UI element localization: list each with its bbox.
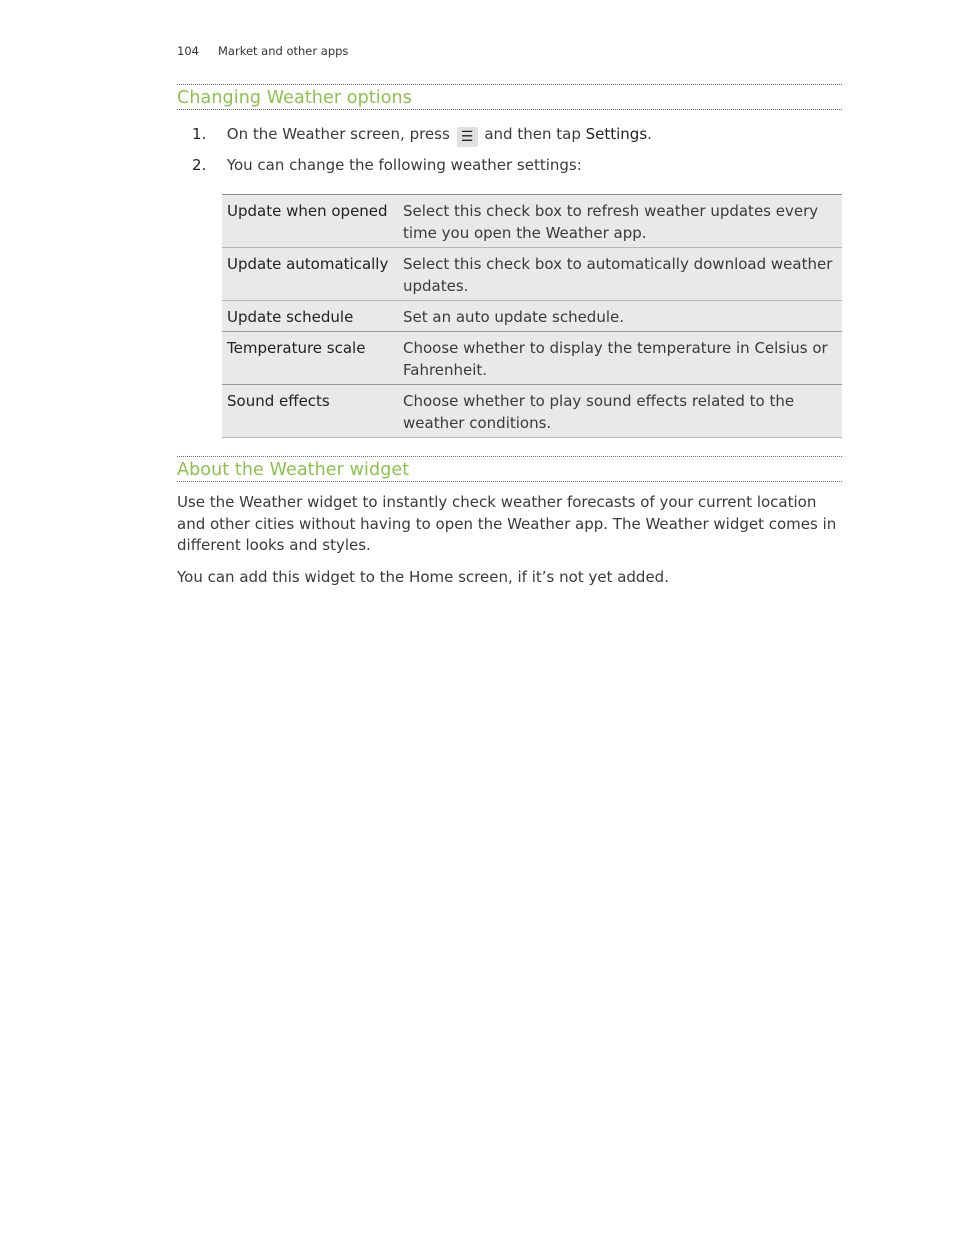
menu-icon: ☰ — [457, 127, 478, 147]
step-number: 2. — [192, 156, 207, 174]
chapter-title: Market and other apps — [218, 44, 349, 58]
paragraph: You can add this widget to the Home screen, if it’s not yet added. — [177, 568, 669, 586]
setting-name: Update automatically — [222, 248, 398, 301]
step-1 — [177, 125, 652, 147]
weather-settings-table — [222, 194, 842, 438]
page-header — [177, 44, 348, 58]
setting-description: Choose whether to display the temperature in Celsius or Fahrenheit. — [398, 332, 842, 385]
setting-name: Update when opened — [222, 195, 398, 248]
step-text: You can change the following weather settings: — [226, 156, 582, 174]
setting-description: Select this check box to automatically download weather updates. — [398, 248, 842, 301]
page-number: 104 — [177, 44, 199, 58]
section-title: Changing Weather options — [177, 88, 412, 108]
paragraph: Use the Weather widget to instantly check weather forecasts of your current location and other cities without having to open the Weather app. The Weather widget comes in different looks and styles. — [177, 493, 837, 554]
table-row — [222, 195, 842, 248]
section-heading-about-weather-widget — [177, 456, 842, 482]
table-row — [222, 248, 842, 301]
step-text-middle: and then tap — [484, 125, 581, 143]
table-row — [222, 332, 842, 385]
section-title: About the Weather widget — [177, 460, 410, 480]
setting-description: Choose whether to play sound effects related to the weather conditions. — [398, 385, 842, 438]
table-row — [222, 301, 842, 332]
step-number: 1. — [192, 125, 207, 143]
section-heading-changing-weather-options — [177, 84, 842, 110]
table-row — [222, 385, 842, 438]
setting-description: Set an auto update schedule. — [398, 301, 842, 332]
step-2 — [177, 156, 582, 174]
setting-description: Select this check box to refresh weather updates every time you open the Weather app. — [398, 195, 842, 248]
setting-name: Update schedule — [222, 301, 398, 332]
settings-label: Settings — [585, 125, 648, 143]
setting-name: Sound effects — [222, 385, 398, 438]
step-text-before: On the Weather screen, press — [226, 125, 450, 143]
setting-name: Temperature scale — [222, 332, 398, 385]
step-text-after: . — [647, 125, 652, 143]
